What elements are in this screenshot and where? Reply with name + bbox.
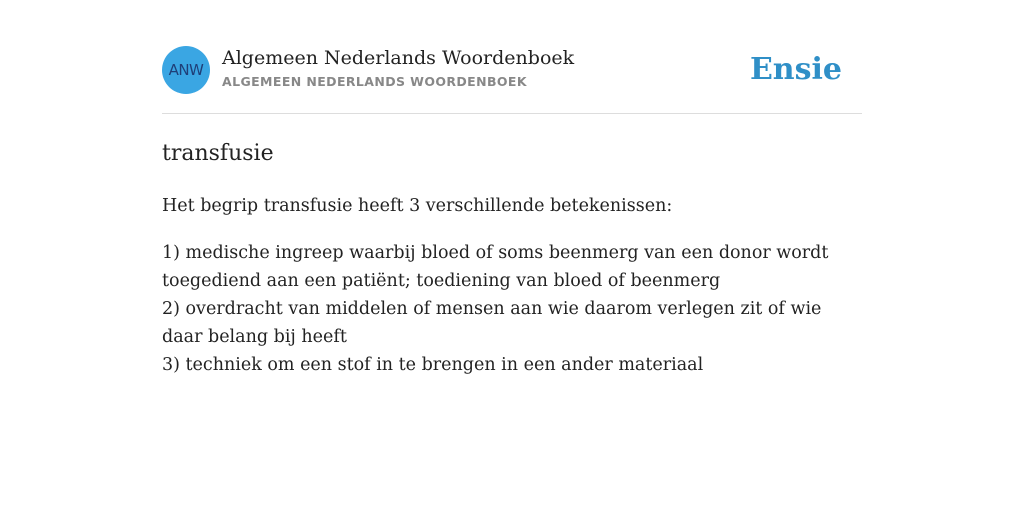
- meanings-list: [162, 239, 852, 379]
- anw-logo: [162, 46, 210, 94]
- meaning-item: 2) overdracht van middelen of mensen aan wie daarom verlegen zit of wie daar belang bij heeft: [162, 299, 822, 347]
- meaning-item: 1) medische ingreep waarbij bloed of soms beenmerg van een donor wordt toegediend aan een patiënt; toediening van bloed of beenmerg: [162, 243, 829, 291]
- source-header: [162, 46, 862, 114]
- entry-term: transfusie: [162, 141, 274, 166]
- source-subtitle: ALGEMEEN NEDERLANDS WOORDENBOEK: [222, 74, 527, 89]
- ensie-logo[interactable]: Ensie: [749, 52, 842, 87]
- source-title: Algemeen Nederlands Woordenboek: [222, 47, 575, 69]
- logo-text: ANW: [168, 61, 204, 79]
- entry-card: [162, 46, 862, 379]
- meaning-item: 3) techniek om een stof in te brengen in een ander materiaal: [162, 355, 704, 375]
- entry-intro: Het begrip transfusie heeft 3 verschillende betekenissen:: [162, 196, 673, 216]
